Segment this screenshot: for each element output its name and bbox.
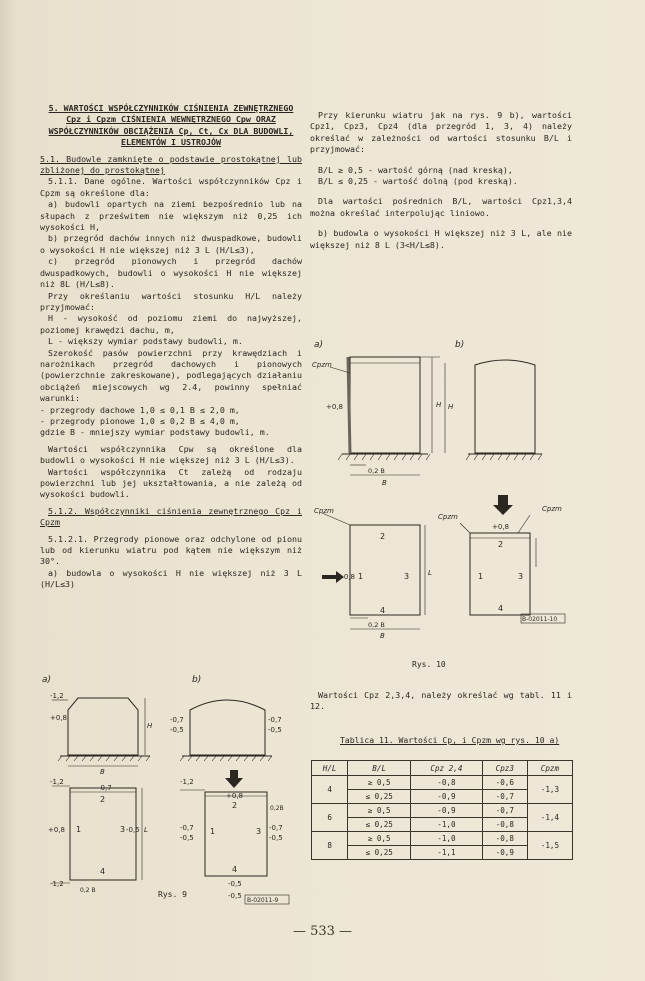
- para-tabl-ref-wrap: [310, 690, 572, 713]
- rule-upper: B/L ≥ 0,5 - wartość górną (nad kreską),: [318, 164, 513, 175]
- fig10-h-dim: H: [436, 401, 442, 409]
- item-c: c) przegród pionowych i przegród dachów dwuspadkowych, budowli o wysokości H nie większej niż 8L (H/L≤8).: [40, 256, 302, 290]
- col-cpzm: Cpzm: [527, 761, 572, 776]
- table-11: [311, 760, 573, 860]
- fig10-cpzm-b2: Cpzm: [438, 513, 458, 521]
- fig9-b-bot-m03: -0,5: [228, 892, 242, 900]
- page-number: — 533 —: [292, 924, 353, 939]
- fig10-code: B-02011-10: [522, 616, 558, 623]
- fig9-plan-edge2: -1,2: [50, 880, 64, 888]
- fig10-b-wall-2: 2: [498, 540, 504, 549]
- fig9-b-bot-m05: -0,5: [228, 880, 242, 888]
- fig9-b-plan-edge: -1,2: [180, 778, 194, 786]
- section-heading: 5. WARTOŚCI WSPÓŁCZYNNIKÓW CIŚNIENIA ZEWNĘTRZNEGO Cpz i Cpzm CIŚNIENIA WEWNĘTRZNEGO Cpw ORAZ WSPÓŁCZYNNIKÓW OBCIĄŻENIA Cp, Ct, Cx DLA BUDOWLI, ELEMENTÓW I USTROJÓW: [48, 103, 294, 148]
- fig10-wall-4: 4: [380, 606, 386, 615]
- fig10-02b-plan: 0,2 B: [368, 621, 385, 629]
- col-cpz3: Cpz3: [482, 761, 527, 776]
- fig9-code: B-02011-9: [247, 897, 279, 904]
- fig9-wall-1: 1: [76, 825, 82, 834]
- fig10-b-wall-3: 3: [518, 572, 524, 581]
- fig9-label-b: b): [192, 675, 202, 685]
- para-width: Szerokość pasów powierzchni przy krawędziach i narożnikach przegród dachowych i pionowych (powierzchnie zakreskowane), podlegających działaniu obciążeń miejscowych wg 2.4, powinny spełniać warunki:: [40, 347, 302, 404]
- fig9-02b: 0,2 B: [80, 887, 96, 894]
- fig9-roof-edge: -1,2: [50, 692, 64, 700]
- para-ct: Wartości współczynnika Ct zależą od rodzaju powierzchni lub jej ukształtowania, a nie zależą od wysokości budowli.: [40, 466, 302, 500]
- para-fig9b: Przy kierunku wiatru jak na rys. 9 b), wartości Cpz1, Cpz3, Cpz4 (dla przegród 1, 3, 4) należy określać w zależności od wartości stosunku B/L i przyjmować:: [310, 110, 572, 155]
- para-hl: Przy określaniu wartości stosunku H/L należy przyjmować:: [40, 290, 302, 312]
- fig10-cpzm-a: Cpzm: [312, 361, 332, 369]
- col-hl: H/L: [312, 761, 348, 776]
- item-a2: a) budowla o wysokości H nie większej niż 3 L (H/L≤3): [40, 567, 302, 590]
- fig9-wind-a: +0,8: [50, 714, 67, 722]
- fig9-h: H: [147, 722, 153, 730]
- fig9-wall-2: 2: [100, 795, 106, 804]
- para-tabl-ref: Wartości Cpz 2,3,4, należy określać wg tabl. 11 i 12.: [310, 690, 572, 712]
- fig10-cpzm-b1: Cpzm: [542, 505, 562, 513]
- col-cpz24: Cpz 2,4: [411, 761, 483, 776]
- def-b: gdzie B - mniejszy wymiar podstawy budowli, m.: [40, 427, 270, 438]
- fig10-wind-plan: +0,8: [338, 573, 355, 581]
- fig10-wall-1: 1: [358, 572, 364, 581]
- fig9-b-left-m05: -0,5: [180, 834, 194, 842]
- fig9-b-wall-4: 4: [232, 865, 238, 874]
- table-row: ≤ 0,25 -1,1 -0,9: [312, 846, 573, 860]
- fig9-wall-4: 4: [100, 867, 106, 876]
- subsection-5-1-2: 5.1.2. Współczynniki ciśnienia zewnętrznego Cpz i Cpzm: [40, 505, 302, 528]
- para-5-1-1: 5.1.1. Dane ogólne. Wartości współczynników Cpz i Cpzm są określone dla:: [40, 176, 302, 198]
- para-5-1-2-1: 5.1.2.1. Przegrody pionowe oraz odchylone od pionu lub od kierunku wiatru pod kątem nie większym niż 30°.: [40, 533, 302, 567]
- fig10-b-wall-1: 1: [478, 572, 484, 581]
- fig10-wind-b: +0,8: [492, 523, 509, 531]
- para-interp: Dla wartości pośrednich B/L, wartości Cpz1,3,4 można określać interpolując liniowo.: [310, 196, 572, 218]
- item-a: a) budowli opartych na ziemi bezpośrednio lub na słupach z prześwitem nie większym niż 0,25 ich wysokości H,: [40, 199, 302, 233]
- fig9-l: L: [144, 826, 148, 834]
- fig10-b-plan: B: [380, 632, 385, 640]
- figure-10: [310, 335, 575, 675]
- fig9-02b-b: 0,2B: [270, 805, 284, 812]
- fig10-wall-3: 3: [404, 572, 410, 581]
- fig9-b-wall-3: 3: [256, 827, 262, 836]
- item-b: b) przegród dachów innych niż dwuspadkowe, budowli o wysokości H nie większej niż 3 L (H/L≤3),: [40, 233, 302, 255]
- def-h: H - wysokość od poziomu ziemi do najwyższej, poziomej krawędzi dachu, m,: [40, 313, 302, 335]
- fig9-plan-wind: +0,8: [48, 826, 65, 834]
- fig10-cpzm-plan-a: Cpzm: [314, 507, 334, 515]
- table-row: 8 ≥ 0,5 -1,0 -0,8 -1,5: [312, 832, 573, 846]
- left-column: [40, 103, 302, 591]
- fig9-label-a: a): [42, 675, 52, 685]
- fig9-plan-m05: -0,5: [126, 826, 140, 834]
- right-column: [310, 110, 572, 251]
- def-l: L - większy wymiar podstawy budowli, m.: [48, 336, 243, 347]
- fig9-b-wall-2: 2: [232, 801, 238, 810]
- cond-wall: - przegrody pionowe 1,0 ≤ 0,2 B ≤ 4,0 m,: [40, 415, 240, 426]
- fig9-b-right-bot: -0,5: [268, 726, 282, 734]
- fig9-b-right-top: -0,7: [268, 716, 282, 724]
- fig9-plan-edge: -1,2: [50, 778, 64, 786]
- fig10-caption: Rys. 10: [412, 660, 446, 669]
- table-row: ≤ 0,25 -0,9 -0,7: [312, 790, 573, 804]
- fig9-b-right-m05: -0,5: [269, 834, 283, 842]
- fig10-wind-a: +0,8: [326, 403, 343, 411]
- fig10-h2-dim: H: [448, 403, 454, 411]
- fig9-wall-3: 3: [120, 825, 126, 834]
- table-row: ≤ 0,25 -1,0 -0,8: [312, 818, 573, 832]
- fig9-b-wind: +0,8: [226, 792, 243, 800]
- fig10-l-dim: L: [428, 569, 432, 577]
- fig10-label-a: a): [314, 340, 324, 350]
- fig10-label-b: b): [455, 340, 465, 350]
- table-11-title: Tablica 11. Wartości Cp, i Cpzm wg rys. 10 a): [340, 735, 560, 745]
- fig9-b-left-top: -0,7: [170, 716, 184, 724]
- fig9-b-left-bot: -0,5: [170, 726, 184, 734]
- fig9-plan-m07: -0,7: [98, 784, 112, 792]
- fig9-b-right-m07: -0,7: [269, 824, 283, 832]
- rule-lower: B/L ≤ 0,25 - wartość dolną (pod kreską).: [318, 176, 518, 187]
- fig9-b: B: [100, 768, 105, 776]
- para-cpw: Wartości współczynnika Cpw są określone dla budowli o wysokości H nie większej niż 3 L (H/L≤3).: [40, 443, 302, 466]
- fig9-caption: Rys. 9: [158, 890, 187, 899]
- subsection-5-1: 5.1. Budowle zamknięte o podstawie prostokątnej lub zbliżonej do prostokątnej: [40, 153, 302, 176]
- fig10-02b-a: 0,2 B: [368, 467, 385, 475]
- fig10-b-dim: B: [382, 479, 387, 487]
- table-row: 4 ≥ 0,5 -0,8 -0,6 -1,3: [312, 776, 573, 790]
- fig10-b-wall-4: 4: [498, 604, 504, 613]
- cond-roof: - przegrody dachowe 1,0 ≤ 0,1 B ≤ 2,0 m,: [40, 404, 240, 415]
- fig9-b-wall-1: 1: [210, 827, 216, 836]
- col-bl: B/L: [348, 761, 411, 776]
- fig10-wall-2: 2: [380, 532, 386, 541]
- table-row: 6 ≥ 0,5 -0,9 -0,7 -1,4: [312, 804, 573, 818]
- figure-9: [40, 670, 302, 910]
- fig9-b-left-m07: -0,7: [180, 824, 194, 832]
- item-b2: b) budowla o wysokości H większej niż 3 L, ale nie większej niż 8 L (3<H/L≤8).: [310, 228, 572, 250]
